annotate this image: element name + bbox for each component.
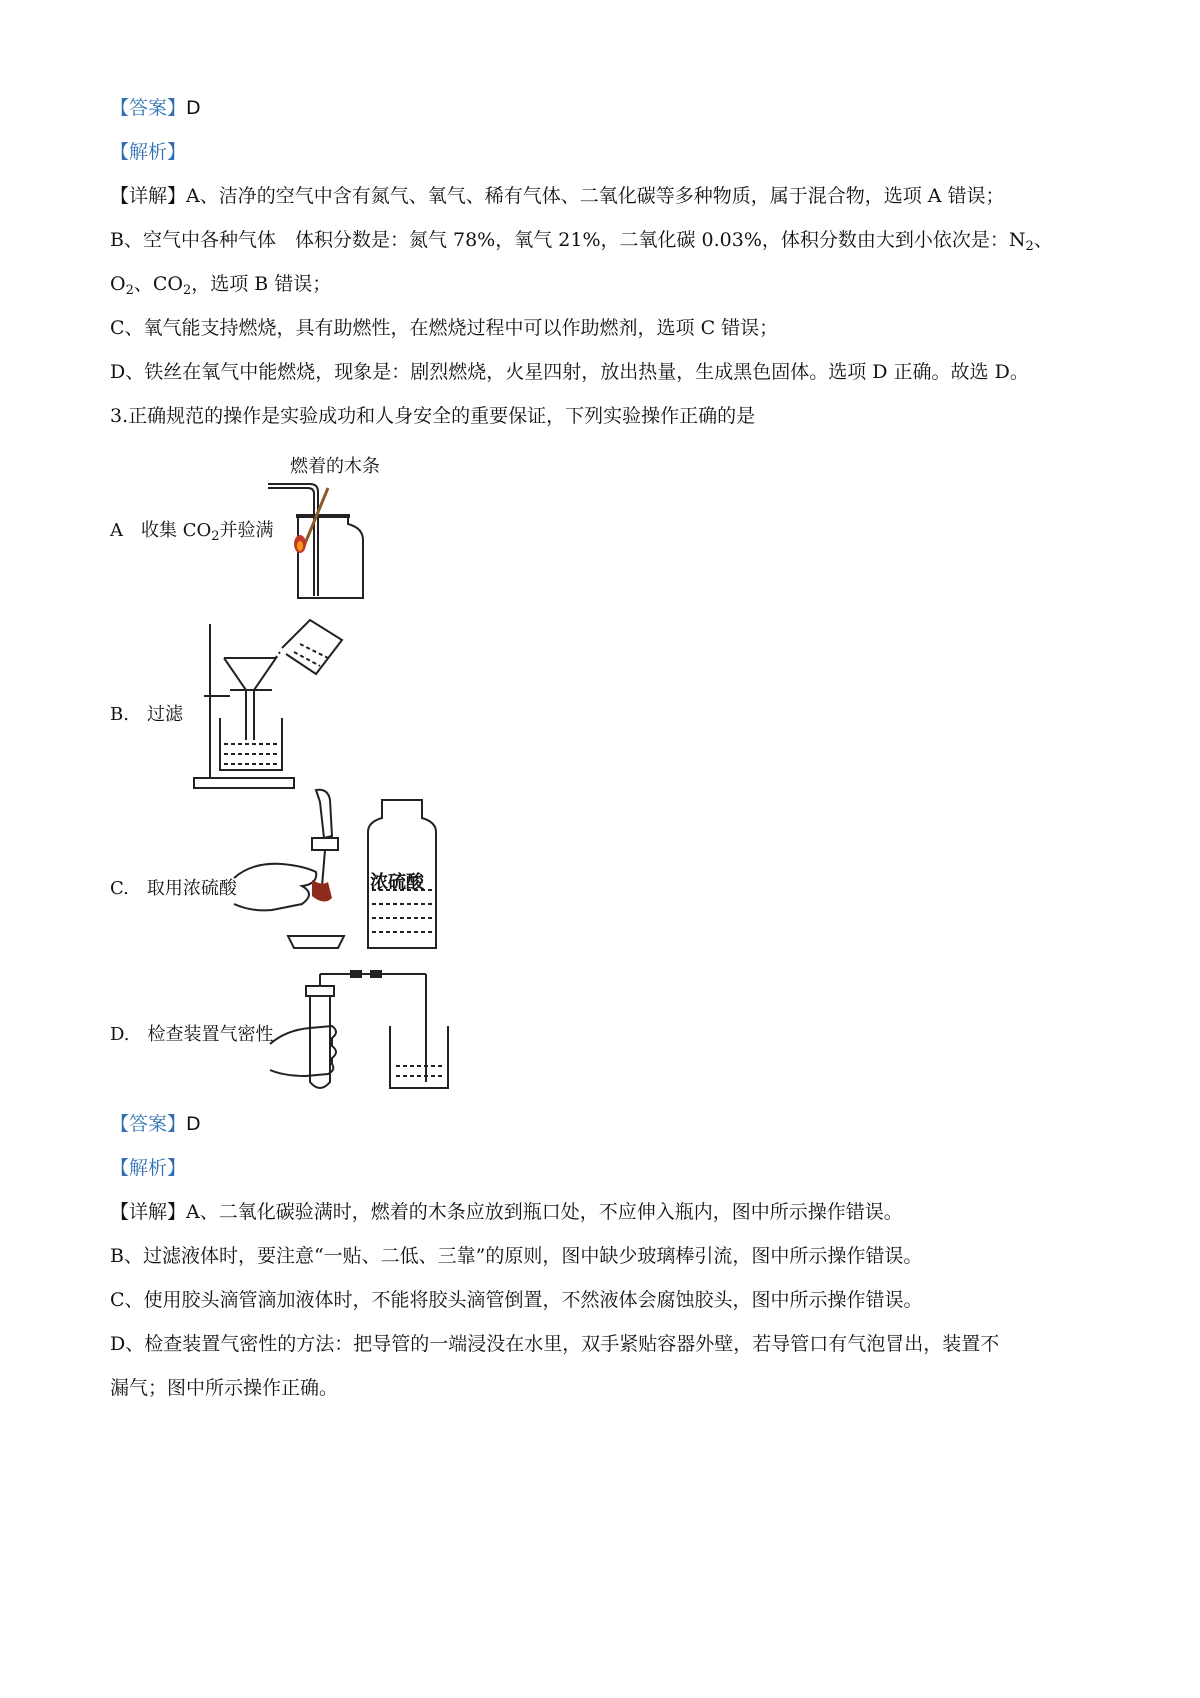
detail2-line-3 (110, 1288, 923, 1312)
question-stem-text: 3.正确规范的操作是实验成功和人身安全的重要保证，下列实验操作正确的是 (110, 405, 756, 427)
subscript: 2 (211, 529, 220, 544)
option-a-figure-label: 燃着的木条 (290, 456, 380, 477)
option-a-prefix: A 收集 CO (110, 520, 212, 541)
detail-text-e: D、铁丝在氧气中能燃烧，现象是：剧烈燃烧，火星四射，放出热量，生成黑色固体。选项 D 正确。故选 D。 (110, 361, 1029, 383)
gas-bottle-figure (268, 478, 378, 608)
detail2-text-e: 漏气；图中所示操作正确。 (110, 1377, 339, 1399)
detail-line-1 (110, 184, 1005, 208)
detail-text-d: C、氧气能支持燃烧，具有助燃性，在燃烧过程中可以作助燃剂，选项 C 错误； (110, 317, 779, 339)
detail-tag: 【详解】 (110, 185, 187, 207)
question-stem (110, 404, 755, 428)
answer-tag-2: 【答案】 (110, 1113, 187, 1135)
o2-text: O (110, 273, 126, 295)
detail2-text-a: A、二氧化碳验满时，燃着的木条应放到瓶口处，不应伸入瓶内，图中所示操作错误。 (186, 1201, 903, 1223)
answer-line-2 (110, 1112, 201, 1136)
detail-text-b: B、空气中各种气体 体积分数是：氮气 78%，氧气 21%，二氧化碳 0.03%，体积分数由大到小依次是：N (110, 229, 1026, 251)
subscript: 2 (125, 283, 134, 298)
option-a-suffix: 并验满 (219, 520, 274, 541)
filtration-figure (190, 614, 360, 794)
detail2-line-2 (110, 1244, 922, 1268)
detail-line-4 (110, 316, 778, 340)
detail2-line-4 (110, 1332, 999, 1356)
analysis-tag (110, 140, 186, 164)
option-a-label (110, 516, 274, 542)
detail2-text-b: B、过滤液体时，要注意“一贴、二低、三靠”的原则，图中缺少玻璃棒引流，图中所示操作错误。 (110, 1245, 923, 1267)
option-d-label: D. 检查装置气密性 (110, 1024, 274, 1045)
analysis-label: 【解析】 (110, 141, 187, 163)
detail-text-a: A、洁净的空气中含有氮气、氧气、稀有气体、二氧化碳等多种物质，属于混合物，选项 A 错误； (186, 185, 1005, 207)
detail-text-c: ，选项 B 错误； (191, 273, 332, 295)
detail-text-b-end: 、 (1033, 229, 1053, 251)
answer-value-2: D (186, 1113, 201, 1135)
detail2-text-d: D、检查装置气密性的方法：把导管的一端浸没在水里，双手紧贴容器外壁，若导管口有气泡冒出，装置不 (110, 1333, 1000, 1355)
analysis-tag-2 (110, 1156, 186, 1180)
detail-tag-2: 【详解】 (110, 1201, 187, 1223)
option-c-label: C. 取用浓硫酸 (110, 878, 237, 899)
airtight-check-figure (266, 966, 456, 1096)
subscript: 2 (1025, 239, 1034, 254)
detail2-line-1 (110, 1200, 903, 1224)
detail2-text-c: C、使用胶头滴管滴加液体时，不能将胶头滴管倒置，不然液体会腐蚀胶头，图中所示操作错误。 (110, 1289, 923, 1311)
detail2-line-5 (110, 1376, 338, 1400)
analysis-label-2: 【解析】 (110, 1157, 187, 1179)
answer-value: D (186, 97, 201, 119)
option-c-bottle-label: 浓硫酸 (370, 872, 424, 893)
subscript: 2 (182, 283, 192, 298)
detail-line-2 (110, 228, 1053, 252)
answer-tag: 【答案】 (110, 97, 187, 119)
option-b-label: B. 过滤 (110, 704, 183, 725)
detail-line-5 (110, 360, 1029, 384)
answer-line (110, 96, 201, 120)
co2-text: 、CO (133, 273, 183, 295)
detail-line-3 (110, 272, 331, 296)
